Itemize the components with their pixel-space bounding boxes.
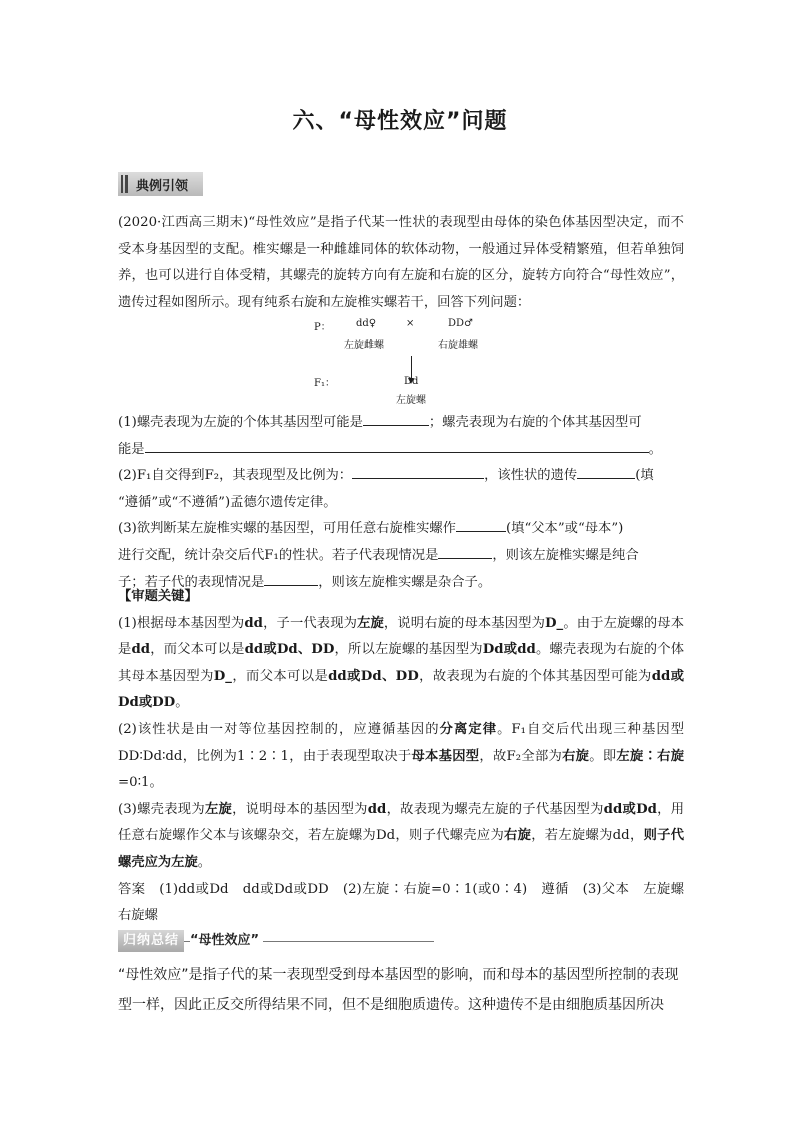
- analysis-paragraph-3: [118, 797, 684, 877]
- question-source: (2020·江西高三期末): [118, 215, 249, 230]
- female-description: 左旋雌螺: [344, 340, 384, 351]
- q2-text-c: (填: [635, 468, 654, 484]
- q2-text-a: (2)F₁自交得到F₂，其表现型及比例为：: [118, 468, 353, 484]
- q1-text-a: (1)螺壳表现为左旋的个体其基因型可能是: [118, 415, 363, 430]
- q1-end: 。: [648, 441, 662, 457]
- bold-text: dd或Dd或DD: [118, 668, 684, 711]
- cross-symbol: ×: [406, 318, 415, 329]
- text-run: (3)螺壳表现为: [118, 801, 205, 817]
- text-run: ，而父本可以是: [231, 668, 329, 684]
- bold-text: 右旋: [504, 828, 532, 844]
- questions: [118, 410, 684, 596]
- q1-blank-2[interactable]: [145, 438, 649, 453]
- q2-blank-1[interactable]: [352, 464, 484, 479]
- text-run: ，故表现为右旋的个体其基因型可能为: [418, 668, 652, 684]
- q2-text-d: “遵循”或“不遵循”)孟德尔遗传定律。: [118, 494, 337, 510]
- q3-text-c: 进行交配，统计杂交后代F₁的性状。若子代表现情况是: [118, 547, 439, 563]
- q3-blank-2[interactable]: [438, 544, 492, 559]
- text-run: (2)该性状是由一对等位基因控制的，应遵循基因的: [118, 721, 440, 737]
- bold-text: D_: [545, 615, 564, 631]
- bold-text: dd或Dd、DD: [328, 668, 419, 684]
- bold-text: 母本基因型: [411, 748, 480, 764]
- section-label: 典例引领: [136, 178, 189, 194]
- text-run: =0∶1。: [118, 775, 163, 791]
- p-male-genotype: DD♂: [448, 318, 473, 329]
- bold-text: 左旋: [357, 615, 384, 631]
- f1-description: 左旋螺: [396, 395, 426, 406]
- bold-text: dd: [244, 615, 263, 631]
- text-run: ，故表现为螺壳左旋的子代基因型为: [386, 801, 604, 817]
- text-run: ，说明母本的基因型为: [232, 801, 368, 817]
- answer-text: (1)dd或Dd dd或Dd或DD (2)左旋∶右旋=0∶1(或0∶4) 遵循 (3)父本 左旋螺 右旋螺: [118, 881, 698, 924]
- question-1: [118, 410, 684, 463]
- text-run: 。F₁自交后代出现三种基因型DD∶Dd∶dd，比例为1∶2∶1，由于表现型取决于: [118, 721, 685, 764]
- q3-text-e: 子；若子代的表现情况是: [118, 574, 265, 590]
- q3-text-b: (填“父本”或“母本”): [505, 521, 624, 537]
- bold-text: 右旋: [562, 748, 590, 764]
- intro-paragraph: [118, 210, 684, 316]
- f1-genotype: Dd: [404, 376, 419, 387]
- bold-text: dd或Dd: [603, 801, 657, 817]
- answer-label: 答案: [118, 881, 146, 897]
- bold-text: 左旋∶右旋: [616, 748, 685, 764]
- p-label: P：: [314, 322, 331, 333]
- summary-paragraph: “母性效应”是指子代的某一表现型受到母本基因型的影响，而和母本的基因型所控制的表现型一样，因此正反交所得结果不同，但不是细胞质遗传。这种遗传不是由细胞质基因所决: [118, 967, 679, 1013]
- bold-text: D_: [213, 668, 232, 684]
- analysis-paragraph-2: [118, 717, 684, 797]
- text-run: ，故F₂全部为: [479, 748, 563, 764]
- male-description: 右旋雄螺: [438, 340, 478, 351]
- q3-text-a: (3)欲判断某左旋椎实螺的基因型，可用任意右旋椎实螺作: [118, 521, 456, 537]
- bold-text: dd: [131, 642, 151, 658]
- answer-paragraph: [118, 877, 698, 930]
- q2-text-b: ，该性状的遗传: [484, 468, 578, 484]
- q1-text-c: 能是: [118, 441, 145, 457]
- text-run: 。: [175, 695, 189, 711]
- text-run: ，用任意右旋螺作父本与该螺杂交，若左旋螺为Dd，则子代螺壳应为: [118, 801, 685, 844]
- q1-blank-1[interactable]: [363, 411, 429, 426]
- bold-text: Dd或dd: [482, 642, 536, 658]
- summary-heading: “母性效应”: [190, 930, 263, 952]
- bold-text: 则子代螺壳应为左旋: [118, 828, 685, 870]
- q1-text-b: ；螺壳表现为右旋的个体其基因型可: [428, 415, 642, 430]
- p-female-genotype: dd♀: [356, 318, 377, 329]
- text-run: ，而父本可以是: [150, 642, 245, 658]
- bold-text: dd: [367, 801, 387, 817]
- q3-text-f: ，则该左旋椎实螺是杂合子。: [318, 574, 492, 590]
- text-run: 。由于左旋螺的母本是: [118, 615, 685, 658]
- inheritance-diagram: [310, 316, 510, 410]
- q3-text-d: ，则该左旋椎实螺是纯合: [492, 547, 639, 563]
- q2-blank-2[interactable]: [577, 464, 635, 479]
- question-2: [118, 463, 684, 516]
- q3-blank-1[interactable]: [456, 517, 506, 532]
- analysis-paragraph-1: [118, 611, 684, 717]
- summary-tag: 归纳总结: [118, 930, 184, 952]
- page-title: 六、“母性效应”问题: [292, 109, 508, 134]
- text-run: ，所以左旋螺的基因型为: [334, 642, 483, 658]
- section-header: [118, 172, 203, 196]
- summary-header: [118, 930, 434, 952]
- analysis-section: [118, 584, 698, 930]
- text-run: 。螺壳表现为右旋的个体其母本基因型为: [118, 642, 685, 684]
- bold-text: dd或Dd、DD: [244, 642, 335, 658]
- intro-text: “母性效应”是指子代某一性状的表现型由母体的染色体基因型决定，而不受本身基因型的支配。椎实螺是一种雌雄同体的软体动物，一般通过异体受精繁殖，但若单独饲养，也可以进行自体受精，其螺壳的旋转方向有左旋和右旋的区分，旋转方向符合“母性效应”，遗传过程如图所示。现有纯系右旋和左旋椎实螺若干，回答下列问题：: [118, 215, 684, 310]
- f1-label: F₁：: [314, 378, 335, 389]
- text-run: ，若左旋螺为dd，: [531, 828, 644, 844]
- bold-text: 分离定律: [439, 721, 498, 737]
- bold-text: 左旋: [204, 801, 233, 817]
- text-run: 。即: [589, 748, 617, 764]
- text-run: (1)根据母本基因型为: [118, 615, 245, 631]
- analysis-heading: 【审题关键】: [118, 589, 198, 604]
- text-run: ，子一代表现为: [262, 615, 358, 631]
- question-intro: [118, 210, 684, 316]
- text-run: ，说明右旋的母本基因型为: [383, 615, 546, 631]
- text-run: 。: [197, 854, 212, 870]
- stripes-decoration: [121, 175, 128, 193]
